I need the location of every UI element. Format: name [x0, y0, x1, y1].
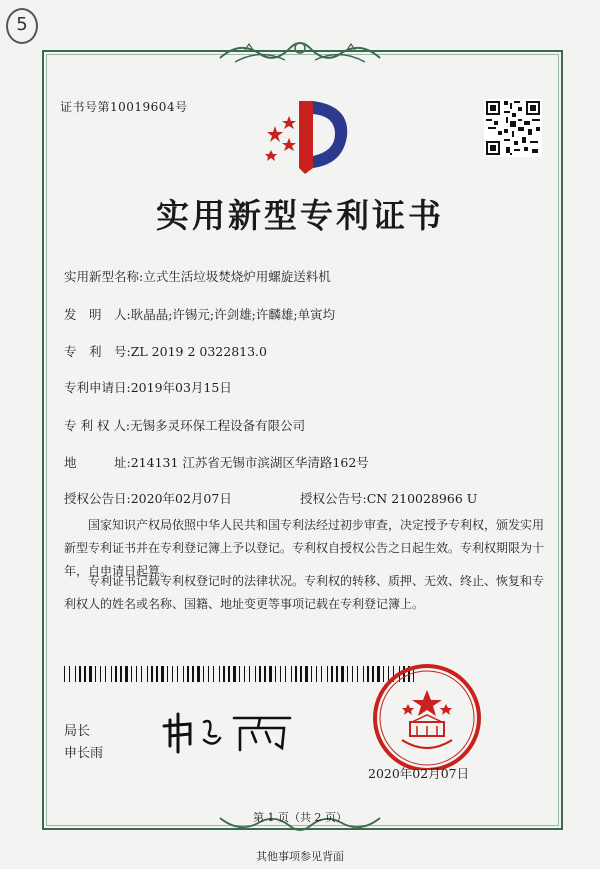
handwritten-corner-mark: 5 — [6, 8, 38, 44]
paragraph-text: 专利证书记载专利权登记时的法律状况。专利权的转移、质押、无效、终止、恢复和专利权人的姓名或名称、国籍、地址变更等事项记载在专利登记簿上。 — [64, 574, 545, 611]
field-label: 授权公告号: — [300, 491, 367, 506]
field-label: 专 利 权 人: — [64, 418, 131, 433]
field-value: CN 210028966 U — [366, 491, 478, 506]
officer-name: 申长雨 — [64, 746, 104, 761]
paragraph-text: 国家知识产权局依照中华人民共和国专利法经过初步审查，决定授予专利权，颁发实用新型专利证书并在专利登记簿上予以登记。专利权自授权公告之日起生效。专利权期限为十年，自申请日起算。 — [64, 518, 545, 578]
field-value: 214131 江苏省无锡市滨湖区华清路162号 — [130, 455, 369, 470]
field-value: 无锡多灵环保工程设备有限公司 — [130, 418, 306, 433]
top-ornament-icon — [215, 34, 385, 70]
page-number: 第 1 页（共 2 页） — [253, 811, 347, 824]
body-paragraph-2 — [64, 570, 544, 616]
field-label: 地 址: — [64, 455, 131, 470]
field-value: 耿晶晶;许锡元;许剑雄;许麟雄;单寅均 — [130, 307, 336, 322]
field-value: 2020年02月07日 — [130, 491, 232, 506]
field-label: 专 利 号: — [64, 344, 131, 359]
field-patent-number — [64, 342, 267, 360]
page-title: 实用新型专利证书 — [156, 196, 444, 235]
footnote: 其他事项参见背面 — [256, 850, 344, 863]
seal-date: 2020年02月07日 — [368, 766, 470, 781]
field-label: 授权公告日: — [64, 491, 131, 506]
field-utility-model-name — [64, 267, 331, 285]
field-value: ZL 2019 2 0322813.0 — [130, 344, 267, 359]
field-label: 实用新型名称: — [64, 269, 144, 284]
certificate-number: 证书号第10019604号 — [60, 100, 188, 114]
field-filing-date — [64, 378, 232, 396]
field-value: 立式生活垃圾焚烧炉用螺旋送料机 — [143, 269, 331, 284]
qr-code-icon — [484, 99, 542, 157]
field-grant-date — [64, 489, 232, 507]
cnipa-logo-icon — [255, 96, 355, 176]
field-inventor — [64, 305, 335, 323]
field-patentee — [64, 416, 305, 434]
field-value: 2019年03月15日 — [130, 380, 232, 395]
field-label: 专利申请日: — [64, 380, 131, 395]
field-grant-number — [300, 489, 477, 507]
field-address — [64, 453, 369, 471]
officer-title: 局长 — [64, 724, 91, 739]
signature-icon — [160, 708, 300, 756]
official-seal-icon — [362, 660, 492, 770]
field-label: 发 明 人: — [64, 307, 131, 322]
